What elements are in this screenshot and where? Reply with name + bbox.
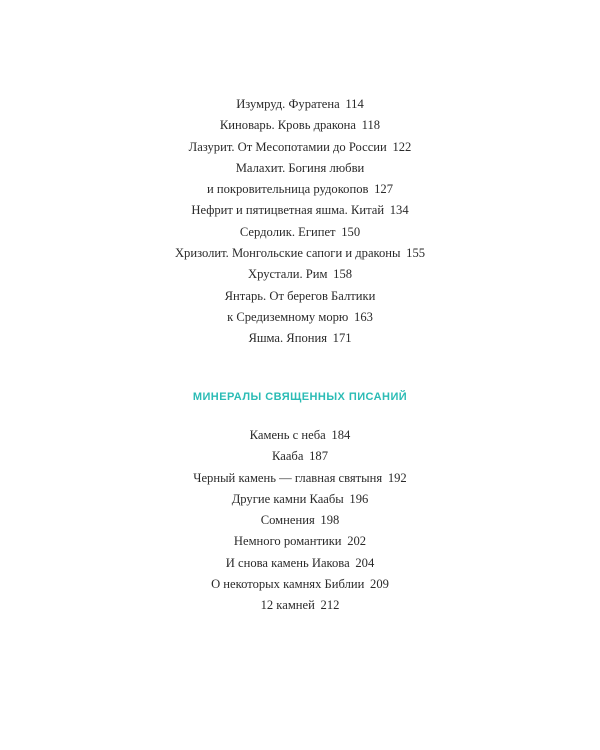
toc-entry-page: 155 — [406, 246, 426, 261]
toc-entry-title: Черный камень — главная святыня — [193, 470, 383, 485]
toc-entry — [0, 595, 600, 616]
toc-entry — [0, 328, 600, 349]
toc-entry-page: 158 — [333, 267, 353, 282]
toc-entry-page: 212 — [320, 598, 340, 613]
toc-entry-page: 127 — [374, 182, 394, 197]
toc-entry-title: и покровительница рудокопов — [206, 182, 369, 197]
toc-entry — [0, 446, 600, 467]
toc-entry-page: 196 — [349, 491, 369, 506]
toc-entry — [0, 307, 600, 328]
toc-entry — [0, 222, 600, 243]
toc-entry-title: Лазурит. От Месопотамии до России — [188, 139, 387, 154]
toc-entry-title: И снова камень Иакова — [225, 555, 350, 570]
toc-entry-page: 187 — [309, 449, 328, 464]
toc-entry — [0, 510, 600, 531]
toc-entry-title: Изумруд. Фуратена — [236, 97, 340, 111]
toc-entry-title: Янтарь. От берегов Балтики — [224, 288, 376, 303]
toc-entry-title: Камень с неба — [249, 428, 326, 442]
toc-entry — [0, 468, 600, 489]
toc-entry-title: Малахит. Богиня любви — [235, 160, 365, 175]
section-heading: МИНЕРАЛЫ СВЯЩЕННЫХ ПИСАНИЙ — [192, 391, 408, 403]
toc-entry-page: 209 — [370, 577, 389, 592]
toc-entry — [0, 286, 600, 307]
toc-entry — [0, 574, 600, 595]
toc-entry — [0, 243, 600, 264]
toc-list-part-2 — [0, 425, 600, 617]
toc-entry-page: 150 — [341, 224, 361, 239]
toc-entry-page: 202 — [347, 534, 367, 549]
toc-entry-title: к Средиземному морю — [227, 309, 349, 324]
toc-entry-page: 118 — [361, 118, 381, 133]
toc-entry — [0, 264, 600, 285]
toc-entry-title: Яшма. Япония — [248, 331, 328, 346]
toc-entry — [0, 553, 600, 574]
toc-entry-page: 192 — [387, 470, 407, 485]
toc-entry-page: 204 — [355, 555, 375, 570]
toc-entry-page: 163 — [354, 309, 373, 324]
toc-list-part-1 — [0, 94, 600, 350]
toc-entry — [0, 137, 600, 158]
toc-entry-title: Киноварь. Кровь дракона — [219, 118, 357, 133]
toc-entry — [0, 531, 600, 552]
toc-entry-page: 122 — [392, 139, 412, 154]
toc-entry — [0, 115, 600, 136]
toc-entry-title: Немного романтики — [233, 534, 342, 549]
toc-entry-title: Хрустали. Рим — [247, 267, 328, 282]
toc-entry-title: 12 камней — [260, 598, 315, 613]
toc-entry — [0, 425, 600, 446]
toc-entry-title: Хризолит. Монгольские сапоги и драконы — [174, 246, 401, 261]
toc-entry-title: Нефрит и пятицветная яшма. Китай — [191, 203, 385, 218]
toc-entry-title: Сердолик. Египет — [239, 224, 336, 239]
toc-entry-title: Кааба — [272, 449, 304, 464]
toc-entry-page: 171 — [332, 331, 352, 346]
toc-entry — [0, 94, 600, 115]
toc-entry — [0, 200, 600, 221]
toc-entry-page: 134 — [389, 203, 409, 218]
toc-entry-title: О некоторых камнях Библии — [211, 577, 365, 592]
toc-entry-title: Сомнения — [260, 513, 315, 528]
toc-entry-page: 198 — [320, 513, 340, 528]
toc-entry — [0, 489, 600, 510]
toc-entry-page: 114 — [345, 97, 364, 111]
toc-entry — [0, 158, 600, 179]
toc-entry — [0, 179, 600, 200]
toc-entry-page: 184 — [331, 428, 351, 442]
toc-entry-title: Другие камни Каабы — [231, 491, 344, 506]
